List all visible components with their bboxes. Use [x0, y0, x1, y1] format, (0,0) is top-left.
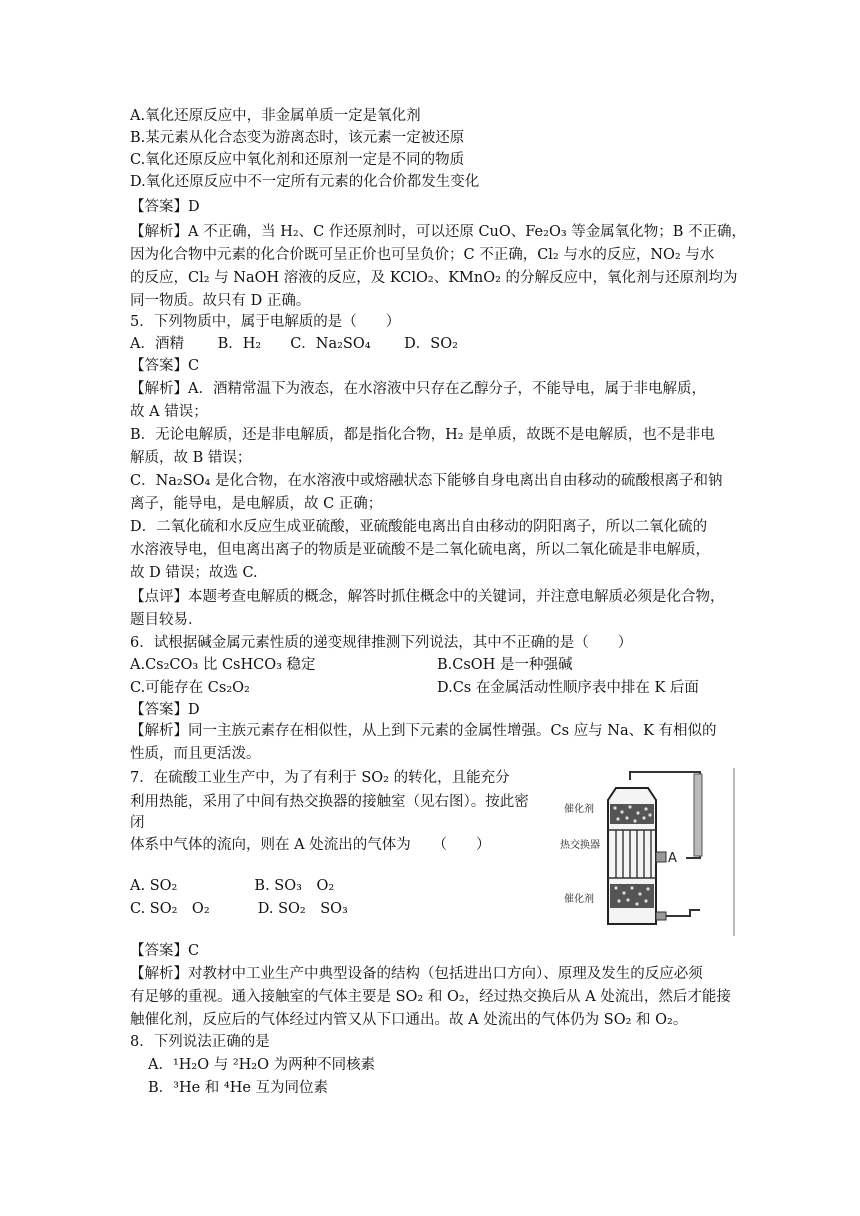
option-text: C.可能存在 Cs₂O₂ [130, 680, 250, 696]
question-text: 6．试根据碱金属元素性质的递变规律推测下列说法，其中不正确的是（ ） [130, 635, 633, 651]
answer-text: 【答案】C [130, 358, 200, 374]
question-text: 利用热能，采用了中间有热交换器的接触室（见右图）。按此密 [130, 794, 529, 810]
option-text: B．³He 和 ⁴He 互为同位素 [148, 1080, 329, 1096]
option-text: C. SO₂ O₂ D. SO₂ SO₃ [130, 901, 348, 917]
analysis-text: 有足够的重视。通入接触室的气体主要是 SO₂ 和 O₂，经过热交换后从 A 处流出，然后才能接 [130, 989, 731, 1005]
catalyst-bed-top [610, 804, 654, 824]
answer-text: 【答案】C [130, 943, 200, 959]
analysis-text: 解质，故 B 错误； [130, 450, 252, 466]
analysis-text: 故 D 错误；故选 C. [130, 565, 258, 581]
analysis-text: 的反应，Cl₂ 与 NaOH 溶液的反应，及 KClO₂、KMnO₂ 的分解反应中，氧化剂与还原剂均为 [130, 270, 738, 286]
outlet-a-nozzle [656, 852, 666, 862]
comment-text: 【点评】本题考查电解质的概念，解答时抓住概念中的关键词，并注意电解质必须是化合物， [130, 589, 725, 605]
label-catalyst-bottom: 催化剂 [564, 894, 594, 905]
option-text: D.氧化还原反应中不一定所有元素的化合价都发生变化 [130, 174, 480, 190]
answer-text: 【答案】D [130, 199, 200, 215]
option-text: A．酒精 B．H₂ C．Na₂SO₄ D．SO₂ [130, 336, 458, 352]
pipe-section [694, 774, 702, 856]
option-text: A．¹H₂O 与 ²H₂O 为两种不同核素 [148, 1057, 376, 1073]
analysis-text: 故 A 错误； [130, 404, 208, 420]
analysis-text: 性质，而且更活泼。 [130, 746, 261, 762]
bottom-nozzle [656, 912, 666, 920]
analysis-text: 离子，能导电，是电解质，故 C 正确； [130, 496, 383, 512]
answer-text: 【答案】D [130, 702, 200, 718]
analysis-text: B．无论电解质，还是非电解质，都是指化合物，H₂ 是单质，故既不是电解质，也不是非电 [130, 427, 715, 443]
question-text: 7．在硫酸工业生产中，为了有利于 SO₂ 的转化，且能充分 [130, 770, 510, 786]
analysis-text: 【解析】A．酒精常温下为液态，在水溶液中只存在乙醇分子，不能导电，属于非电解质， [130, 381, 706, 397]
contact-chamber-figure [560, 766, 736, 938]
analysis-text: 因为化合物中元素的化合价既可呈正价也可呈负价；C 不正确，Cl₂ 与水的反应，NO₂ 与水 [130, 247, 715, 263]
comment-text: 题目较易． [130, 612, 203, 628]
option-text: A.氧化还原反应中，非金属单质一定是氧化剂 [130, 108, 421, 124]
analysis-text: 水溶液导电，但电离出离子的物质是亚硫酸不是二氧化硫电离，所以二氧化硫是非电解质， [130, 542, 710, 558]
option-text: A.Cs₂CO₃ 比 CsHCO₃ 稳定 [130, 657, 316, 673]
analysis-text: 【解析】对教材中工业生产中典型设备的结构（包括进出口方向）、原理及发生的反应必须 [130, 966, 703, 982]
question-text: 体系中气体的流向，则在 A 处流出的气体为 （ ） [130, 837, 491, 853]
question-text: 8．下列说法正确的是 [130, 1034, 270, 1050]
label-heat-exchanger: 热交换器 [560, 840, 600, 851]
analysis-text: 【解析】同一主族元素存在相似性，从上到下元素的金属性增强。Cs 应与 Na、K 有相似的 [130, 723, 717, 739]
option-text: B.CsOH 是一种强碱 [437, 657, 573, 673]
analysis-text: D．二氧化硫和水反应生成亚硫酸，亚硫酸能电离出自由移动的阴阳离子，所以二氧化硫的 [130, 519, 708, 535]
option-text: B.某元素从化合态变为游离态时，该元素一定被还原 [130, 130, 465, 146]
label-catalyst-top: 催化剂 [564, 804, 594, 815]
question-text: 5．下列物质中，属于电解质的是（ ） [130, 314, 401, 330]
question-text: 闭 [130, 815, 145, 831]
option-text: D.Cs 在金属活动性顺序表中排在 K 后面 [437, 680, 699, 696]
option-text: C.氧化还原反应中氧化剂和还原剂一定是不同的物质 [130, 152, 465, 168]
analysis-text: 【解析】A 不正确，当 H₂、C 作还原剂时，可以还原 CuO、Fe₂O₃ 等金属氧化物；B 不正确， [130, 224, 747, 240]
analysis-text: 同一物质。故只有 D 正确。 [130, 293, 311, 309]
label-a: A [668, 851, 677, 866]
analysis-text: 触催化剂，反应后的气体经过内管又从下口通出。故 A 处流出的气体仍为 SO₂ 和 O₂。 [130, 1012, 688, 1028]
option-text: A. SO₂ B. SO₃ O₂ [130, 878, 335, 894]
analysis-text: C．Na₂SO₄ 是化合物，在水溶液中或熔融状态下能够自身电离出自由移动的硫酸根离子和钠 [130, 473, 723, 489]
outlet-pipe [666, 910, 700, 916]
